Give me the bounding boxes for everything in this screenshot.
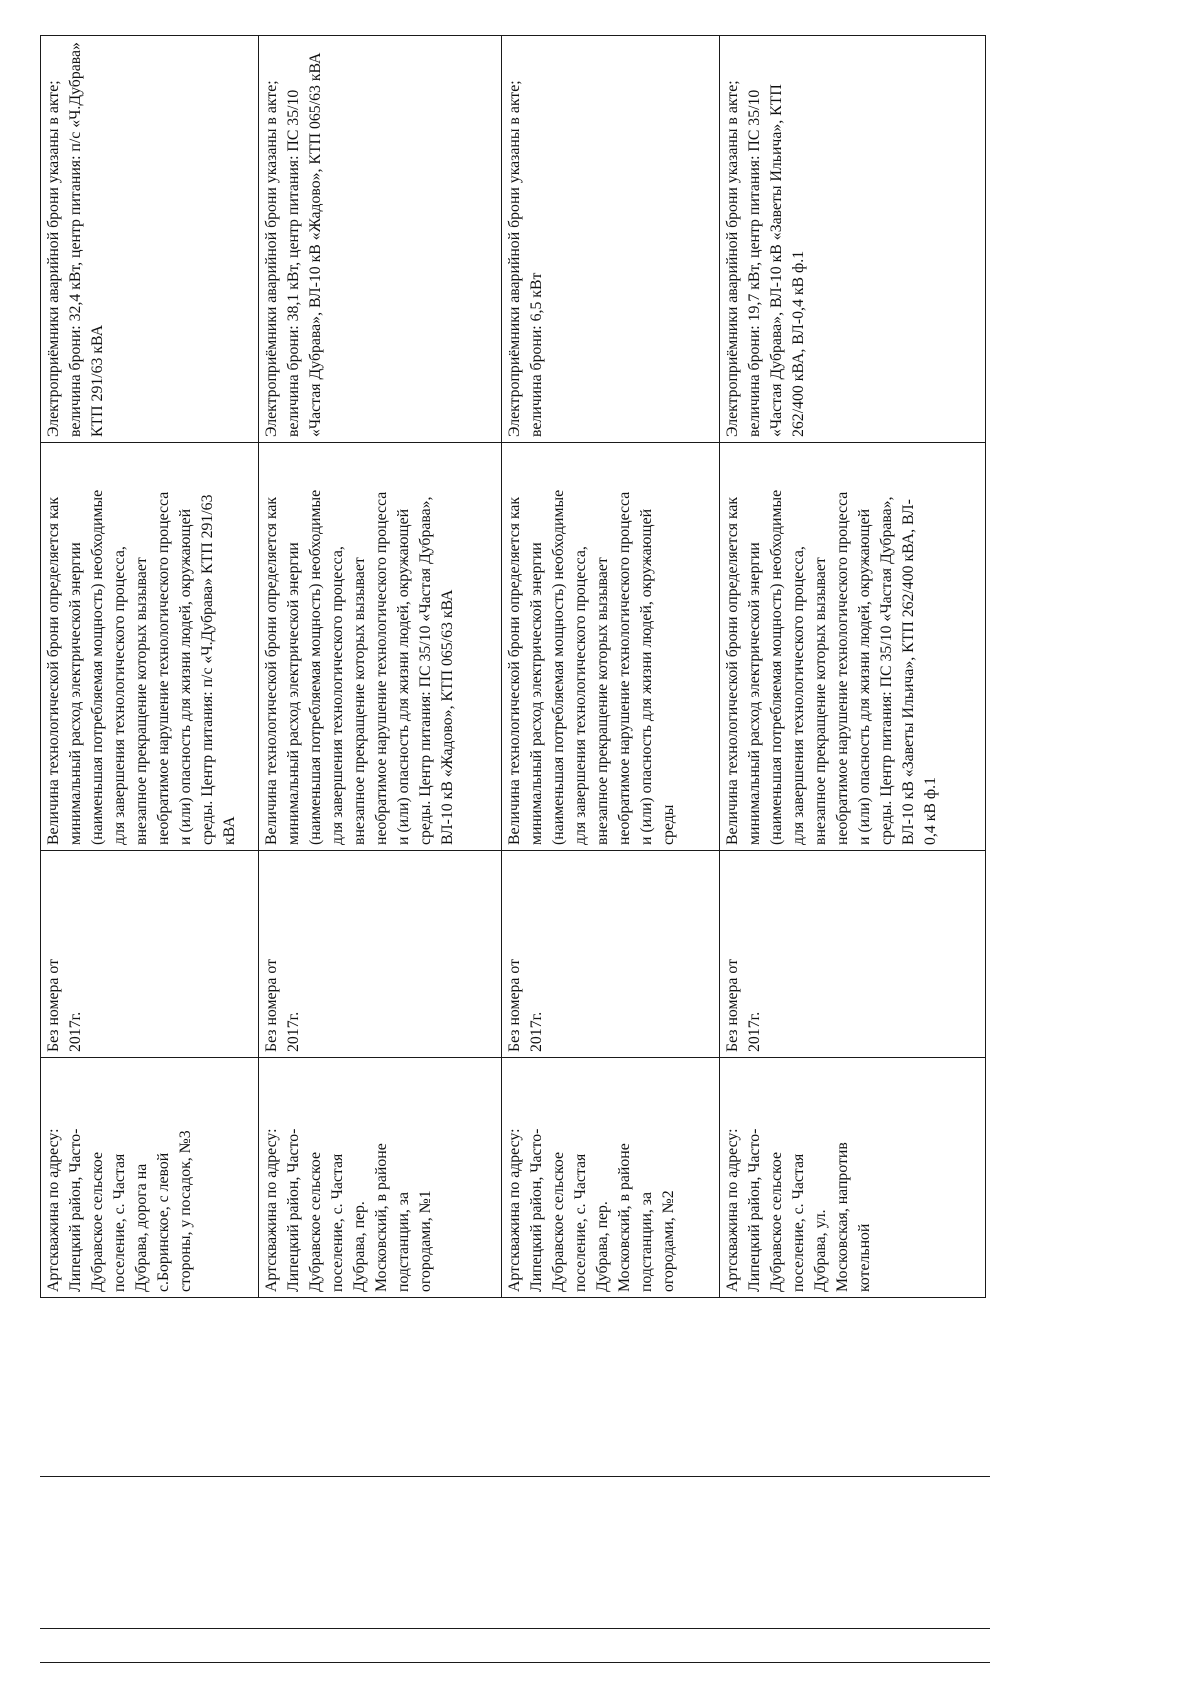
object-address-cell: Артскважина по адресу: Липецкий район, Часто- Дубравское сельское поселение, с. Частая Дубрава, ул. Московская, напротив котельной: [720, 1058, 986, 1298]
emergency-reserve-cell: Электроприёмники аварийной брони указаны в акте; величина брони: 38,1 кВт, центр питания: ПС 35/10 «Частая Дубрава», ВЛ-10 кВ «Жадово», КТП 065/63 кВА: [259, 36, 502, 443]
tech-reserve-cell: Величина технологической брони определяется как минимальный расход электрической энергии (наименьшая потребляемая мощность) необходимые для завершения технологического процесса, внезапное прекращение которых вызывает необратимое нарушение технологического процесса и (или) опасность для жизни людей, окружающей среды: [502, 443, 720, 851]
rotated-table-container: [40, 36, 985, 1298]
act-number-cell: Без номера от 2017г.: [502, 851, 720, 1058]
emergency-reserve-cell: Электроприёмники аварийной брони указаны в акте; величина брони: 19,7 кВт, центр питания: ПС 35/10 «Частая Дубрава», ВЛ-10 кВ «Заветы Ильича», КТП 262/400 кВА, ВЛ-0,4 кВ ф.1: [720, 36, 986, 443]
reserve-table: [40, 35, 986, 1298]
tech-reserve-cell: Величина технологической брони определяется как минимальный расход электрической энергии (наименьшая потребляемая мощность) необходимые для завершения технологического процесса, внезапное прекращение которых вызывает необратимое нарушение технологического процесса и (или) опасность для жизни людей, окружающей среды. Центр питания: ПС 35/10 «Частая Дубрава», ВЛ-10 кВ «Заветы Ильича», КТП 262/400 кВА, ВЛ- 0,4 кВ ф.1: [720, 443, 986, 851]
emergency-reserve-cell: Электроприёмники аварийной брони указаны в акте; величина брони: 6,5 кВт: [502, 36, 720, 443]
object-address-cell: Артскважина по адресу: Липецкий район, Часто- Дубравское сельское поселение, с. Частая Дубрава, пер. Московский, в районе подстанции, за огородами, №2: [502, 1058, 720, 1298]
act-number-cell: Без номера от 2017г.: [259, 851, 502, 1058]
table-row: [502, 36, 720, 1298]
separator-line: [40, 1476, 990, 1477]
table-row: [41, 36, 259, 1298]
act-number-cell: Без номера от 2017г.: [41, 851, 259, 1058]
table-row: [720, 36, 986, 1298]
tech-reserve-cell: Величина технологической брони определяется как минимальный расход электрической энергии (наименьшая потребляемая мощность) необходимые для завершения технологического процесса, внезапное прекращение которых вызывает необратимое нарушение технологического процесса и (или) опасность для жизни людей, окружающей среды. Центр питания: ПС 35/10 «Частая Дубрава», ВЛ-10 кВ «Жадово», КТП 065/63 кВА: [259, 443, 502, 851]
act-number-cell: Без номера от 2017г.: [720, 851, 986, 1058]
table-row: [259, 36, 502, 1298]
object-address-cell: Артскважина по адресу: Липецкий район, Часто- Дубравское сельское поселение, с. Частая Дубрава, пер. Московский, в районе подстанции, за огородами, №1: [259, 1058, 502, 1298]
separator-line: [40, 1628, 990, 1629]
emergency-reserve-cell: Электроприёмники аварийной брони указаны в акте; величина брони: 32,4 кВт, центр питания: п/с «Ч.Дубрава» КТП 291/63 кВА: [41, 36, 259, 443]
tech-reserve-cell: Величина технологической брони определяется как минимальный расход электрической энергии (наименьшая потребляемая мощность) необходимые для завершения технологического процесса, внезапное прекращение которых вызывает необратимое нарушение технологического процесса и (или) опасность для жизни людей, окружающей среды. Центр питания: п/с «Ч.Дубрава» КТП 291/63 кВА: [41, 443, 259, 851]
separator-line: [40, 1662, 990, 1663]
object-address-cell: Артскважина по адресу: Липецкий район, Часто- Дубравское сельское поселение, с. Частая Дубрава, дорога на с.Боринское, с левой стороны, у посадок, №3: [41, 1058, 259, 1298]
